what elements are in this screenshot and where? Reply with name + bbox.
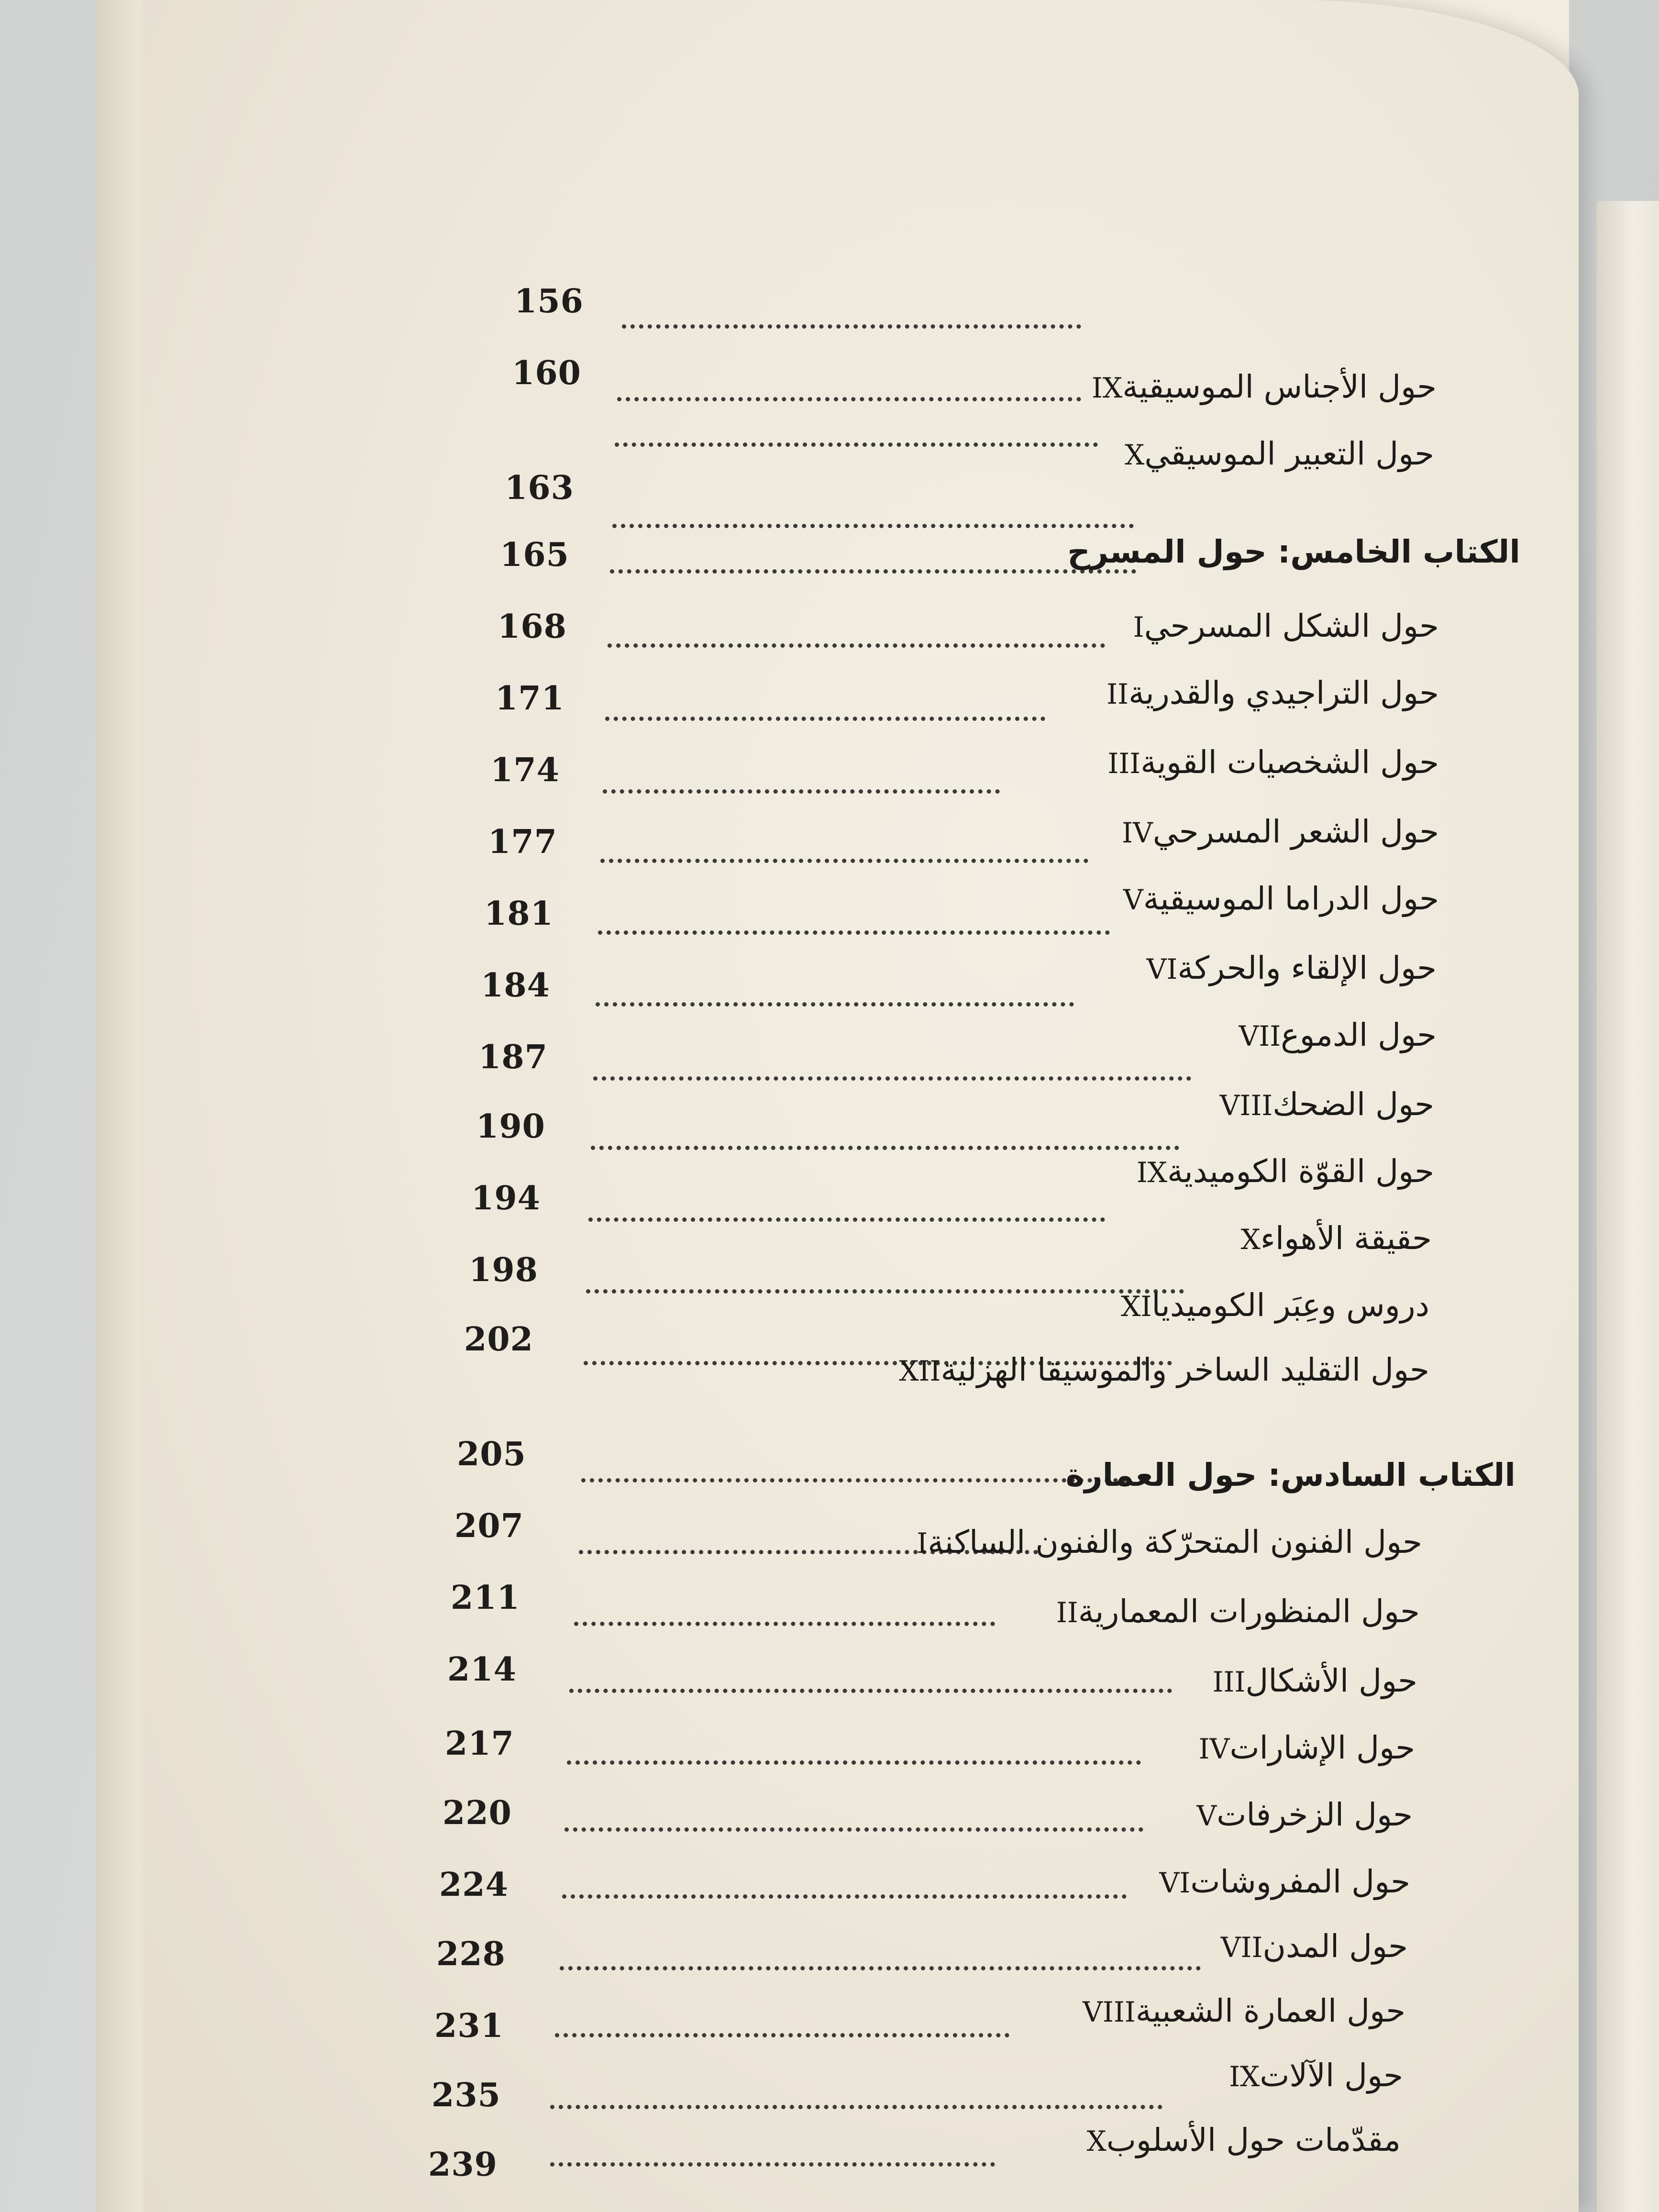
toc-entry-title: حول الإشاراتIV (1198, 1729, 1415, 1766)
leader-dots (564, 1827, 1143, 1832)
toc-entry-title: حول الآلاتIX (1229, 2057, 1403, 2094)
toc-entry-title: حول الإلقاء والحركةVI (1146, 950, 1437, 986)
leader-dots (598, 930, 1110, 935)
toc-entry-title: حول الدموعVII (1239, 1017, 1437, 1053)
toc-entry-title: حول المنظورات المعماريةII (1056, 1593, 1420, 1630)
section-heading: الكتاب السادس: حول العمارة (1065, 1457, 1515, 1493)
leader-dots (612, 524, 1134, 528)
toc-entry-title: حول العمارة الشعبيةVIII (1083, 1992, 1405, 2029)
leader-dots (574, 1622, 995, 1626)
page-number: 163 (505, 469, 574, 507)
page-number: 187 (478, 1038, 548, 1076)
toc-entry-title: حول المدنVII (1220, 1928, 1408, 1965)
leader-dots (596, 1002, 1074, 1006)
toc-entry-title: حول الفنون المتحرّكة والفنون الساكنةI (917, 1524, 1422, 1560)
leader-dots (608, 643, 1105, 648)
leader-dots (588, 1217, 1105, 1222)
leader-dots (593, 1076, 1191, 1081)
leader-dots (586, 1289, 1184, 1294)
page-number: 207 (454, 1507, 524, 1545)
page-number: 205 (457, 1435, 526, 1473)
toc-entry-title: حول التعبير الموسيقيX (1125, 435, 1434, 472)
leader-dots (569, 1689, 1172, 1693)
page-number: 211 (451, 1579, 520, 1617)
leader-dots (550, 2162, 995, 2167)
leader-dots (622, 324, 1081, 329)
leader-dots (555, 2033, 1009, 2037)
page-number: 184 (481, 966, 550, 1005)
leader-dots (603, 789, 1000, 794)
toc-entry-title: دروس وعِبَر الكوميدياXI (1121, 1287, 1429, 1324)
toc-entry-title: حول الضحكVIII (1219, 1086, 1434, 1123)
toc-entry-title: حول الشكل المسرحيI (1133, 608, 1439, 644)
page-number: 194 (471, 1179, 541, 1217)
page-number: 228 (436, 1935, 506, 1973)
toc-entry-title: مقدّمات حول الأسلوبX (1086, 2122, 1401, 2158)
page-number: 217 (445, 1725, 514, 1763)
toc-entry-title: حقيقة الأهواءX (1240, 1220, 1432, 1257)
page-number: 235 (431, 2076, 501, 2114)
page-number: 239 (428, 2146, 498, 2184)
toc-entry-title: حول القوّة الكوميديةIX (1136, 1153, 1434, 1190)
page-number: 214 (447, 1650, 517, 1689)
leader-dots (600, 859, 1088, 863)
page-number: 177 (488, 823, 557, 861)
page-number: 190 (476, 1107, 545, 1146)
page-number: 181 (484, 895, 553, 933)
leader-dots (581, 1478, 1127, 1482)
leader-dots (550, 2105, 1162, 2109)
toc-entry-title: حول الشعر المسرحيIV (1122, 813, 1439, 850)
toc-entry-title: حول التراجيدي والقدريةII (1106, 675, 1439, 711)
page-number: 168 (498, 608, 567, 646)
page-number: 160 (512, 354, 581, 392)
toc-entry-title: حول المفروشاتVI (1159, 1863, 1410, 1900)
toc-entry-title: حول الأجناس الموسيقيةIX (1092, 368, 1437, 405)
page-number: 231 (434, 2007, 504, 2045)
leader-dots (617, 397, 1081, 401)
page-number: 220 (442, 1794, 512, 1832)
leader-dots (562, 1894, 1127, 1899)
section-heading: الكتاب الخامس: حول المسرح (1067, 533, 1520, 570)
page-number: 224 (439, 1866, 509, 1904)
page-number: 156 (514, 282, 584, 321)
toc-entry-title: حول الأشكالIII (1212, 1662, 1417, 1699)
toc-entry-title: حول التقليد الساخر والموسيقا الهزليةXII (899, 1351, 1429, 1388)
leader-dots (560, 1966, 1201, 1970)
leader-dots (610, 569, 1136, 574)
leader-dots (605, 717, 1045, 721)
page-number: 174 (490, 751, 560, 789)
leader-dots (567, 1760, 1141, 1765)
page-number: 202 (464, 1320, 533, 1359)
page-number: 198 (469, 1251, 538, 1289)
page-number: 171 (495, 679, 564, 718)
toc-entry-title: حول الزخرفاتV (1196, 1796, 1413, 1833)
toc-entry-title: حول الشخصيات القويةIII (1107, 744, 1439, 781)
toc-entry-title: حول الدراما الموسيقيةV (1123, 880, 1439, 917)
page-number: 165 (500, 536, 569, 574)
leader-dots (615, 442, 1098, 447)
leader-dots (591, 1146, 1179, 1150)
